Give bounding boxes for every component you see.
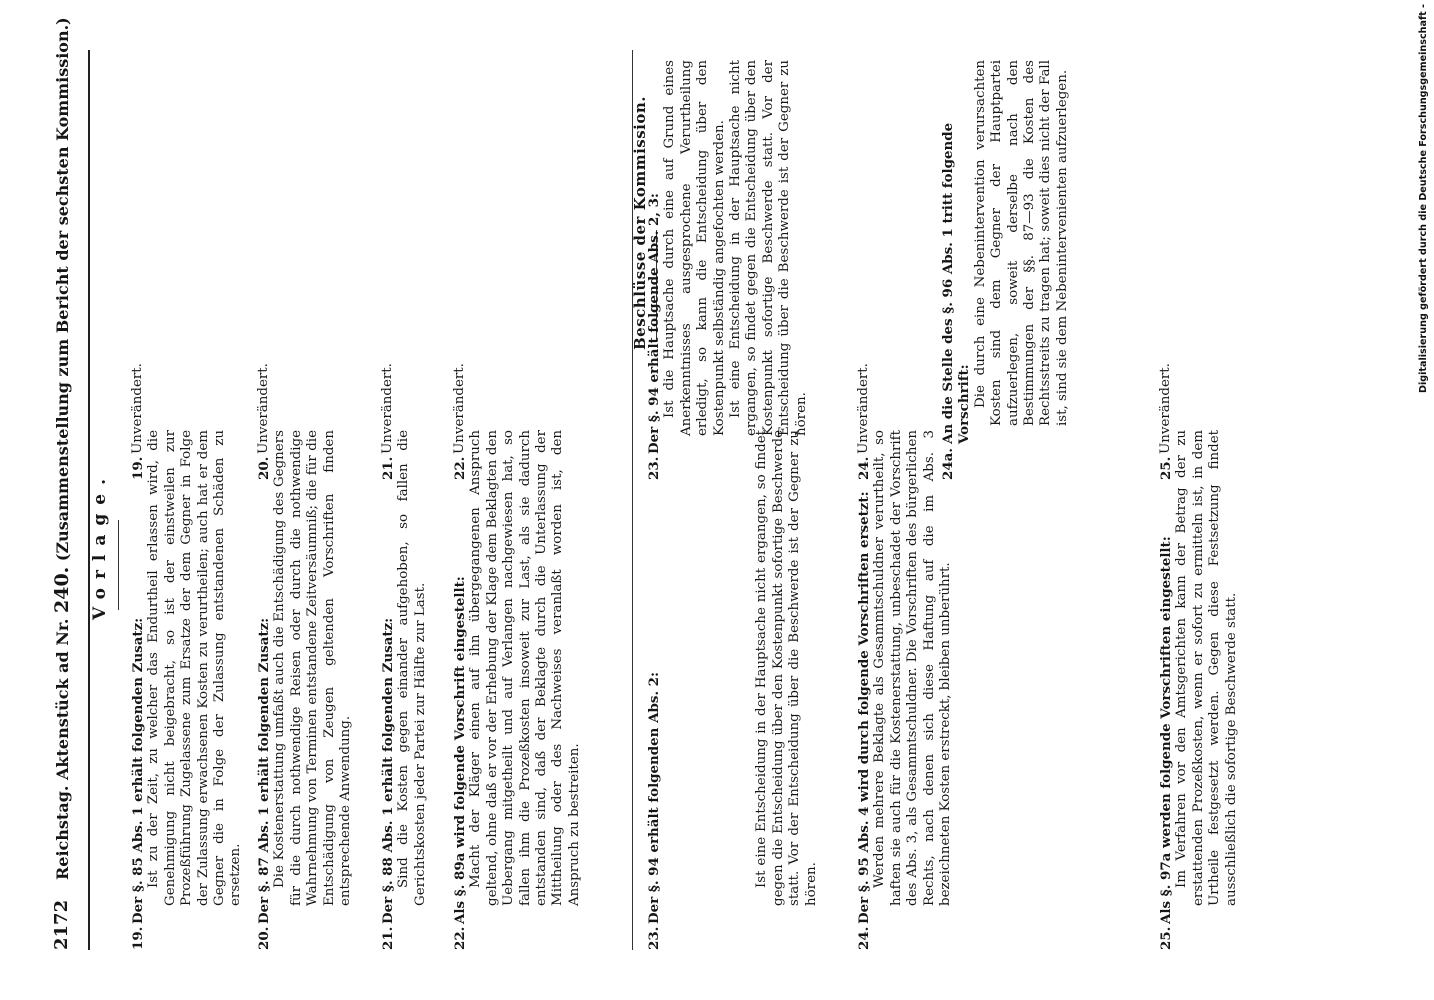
header-title-suffix: (Zusammenstellung zum Bericht der sechsten Kommission.) [53,17,72,562]
digitization-credit [1418,3,1434,393]
item-number: 22. [452,926,468,950]
item-text: Unverändert. [130,363,145,454]
item-text: Ist eine Entscheidung in der Hauptsache nicht ergangen, so findet gegen die Entscheidung über den Kostenpunkt sofortige Beschwerde statt. Vor der Entscheidung über die Beschwerde ist der Gegner zu hören. [754,430,819,906]
item-number: 24a. [940,448,956,480]
item-text: Unverändert. [380,363,395,454]
beschluss-item-22 [452,0,468,480]
item-number: 23. [646,926,662,950]
item-lead: Der §. 88 Abs. 1 erhält folgenden Zusatz: [380,617,396,924]
item-text: Die Kostenerstattung umfaßt auch die Entschädigung des Gegners für die durch nothwendige Reisen oder durch die nothwendige Wahrnehmung von Terminen entstandene Zeitversäumniß; die für die Entschädigung von Zeugen geltenden Vorschriften finden entsprechende Anwendung. [272,430,354,906]
item-text: Unverändert. [256,363,271,454]
digitization-credit-text [1418,3,1429,393]
item-number: 19. [130,456,146,480]
item-number: 20. [256,456,272,480]
item-number: 22. [452,456,468,480]
item-lead: Der §. 94 erhält folgenden Abs. 2: [646,672,662,924]
item-lead: Als §. 89a wird folgende Vorschrift eingestellt: [452,576,468,924]
item-number: 20. [256,926,272,950]
item-text: Unverändert. [1158,363,1173,454]
beschluss-item-23 [646,60,810,480]
item-text: Sind die Kosten gegen einander aufgehoben, so fallen die Gerichtskosten jeder Partei zur Hälfte zur Last. [396,430,428,906]
item-number: 21. [380,456,396,480]
item-lead: Der §. 87 Abs. 1 erhält folgenden Zusatz: [256,617,272,924]
item-text: Macht der Kläger einen auf ihn übergegangenen Anspruch geltend, ohne daß er vor der Erhebung der Klage dem Beklagten den Uebergang mitgetheilt und auf Verlangen nachgewiesen hat, so fallen ihm die Prozeßkosten insoweit zur Last, als sie dadurch entstanden sind, daß der Beklagte durch die Unterlassung der Mittheilung oder des Nachweises veranlaßt worden ist, den Anspruch zu bestreiten. [468,430,582,906]
header-title-number: 240. [51,566,73,613]
beschluss-item-21 [380,0,396,480]
column-title-beschluesse: Beschlüsse der Kommission. [631,96,649,350]
beschluss-item-19 [130,0,146,480]
item-text: Die durch eine Nebenintervention verursachten Kosten sind dem Gegner der Hauptpartei aufzuerlegen, soweit derselbe nach den Bestimmungen der §§. 87—93 die Kosten des Rechtsstreits zu tragen hat; soweit dies nicht der Fall ist, sind sie dem Nebenintervenienten aufzuerlegen. [972,60,1070,426]
item-text: Werden mehrere Beklagte als Gesammtschuldner verurtheilt, so haften sie auch für die Kostenerstattung, unbeschadet der Vorschrift des Abs. 3, als Gesammtschuldner. Die Vorschriften des bürgerlichen Rechts, nach denen sich diese Haftung auf die im Abs. 3 bezeichneten Kosten erstreckt, bleiben unberührt. [872,430,954,906]
item-number: 24. [856,926,872,950]
item-text: Unverändert. [452,363,467,454]
item-lead: Der §. 94 erhält folgende Abs. 2, 3: [646,193,662,454]
item-number: 25. [1158,456,1174,480]
rotated-document-right-column [50,50,1400,950]
item-lead: Als §. 97a werden folgende Vorschriften eingestellt: [1158,536,1174,924]
page-number: 2172 [51,899,72,950]
item-number: 19. [130,926,146,950]
item-text: Unverändert. [856,363,871,454]
item-number: 25. [1158,926,1174,950]
beschluss-item-24 [856,0,872,480]
item-text: Ist die Hauptsache durch eine auf Grund eines Anerkenntnisses ausgesprochene Verurtheilung erledigt, so kann die Entscheidung über den Kostenpunkt selbständig angefochten werden. [662,60,727,436]
item-lead: Der §. 95 Abs. 4 wird durch folgende Vorschriften ersetzt: [856,491,872,924]
item-lead: Der §. 85 Abs. 1 erhält folgenden Zusatz: [130,617,146,924]
item-text: Im Verfahren vor den Amtsgerichten kann der Betrag der zu erstattenden Prozeßkosten, wenn er sofort zu ermitteln ist, in dem Urtheile festgesetzt werden. Gegen diese Festsetzung findet ausschließlich die sofortige Beschwerde statt. [1174,430,1239,906]
item-lead: An die Stelle des §. 96 Abs. 1 tritt folgende Vorschrift: [940,122,973,444]
item-text: Ist zu der Zeit, zu welcher das Endurtheil erlassen wird, die Genehmigung nicht beigebracht, so ist der einstweilen zur Prozeßführung Zugelassene zum Ersatze der dem Gegner in Folge der Zulassung erwachsenen Kosten zu verurtheilen; auch hat er dem Gegner die in Folge der Zulassung entstandenen Schäden zu ersetzen. [146,430,244,906]
item-number: 23. [646,456,662,480]
beschluss-item-25 [1158,0,1174,480]
header-title-prefix: Reichstag. Aktenstück ad Nr. [53,618,72,880]
item-number: 24. [856,456,872,480]
credit-text: Digitalisierung gefördert durch die Deutsche Forschungsgemeinschaft - [1418,3,1429,393]
beschluss-item-24a [940,60,1071,480]
beschluss-item-20 [256,0,272,480]
item-text-2: Ist eine Entscheidung in der Hauptsache nicht ergangen, so findet gegen die Entscheidung über den Kostenpunkt sofortige Beschwerde statt. Vor der Entscheidung über die Beschwerde ist der Gegner zu hören. [728,60,809,436]
item-number: 21. [380,926,396,950]
column-title-vorlage: Vorlage. [90,469,110,620]
